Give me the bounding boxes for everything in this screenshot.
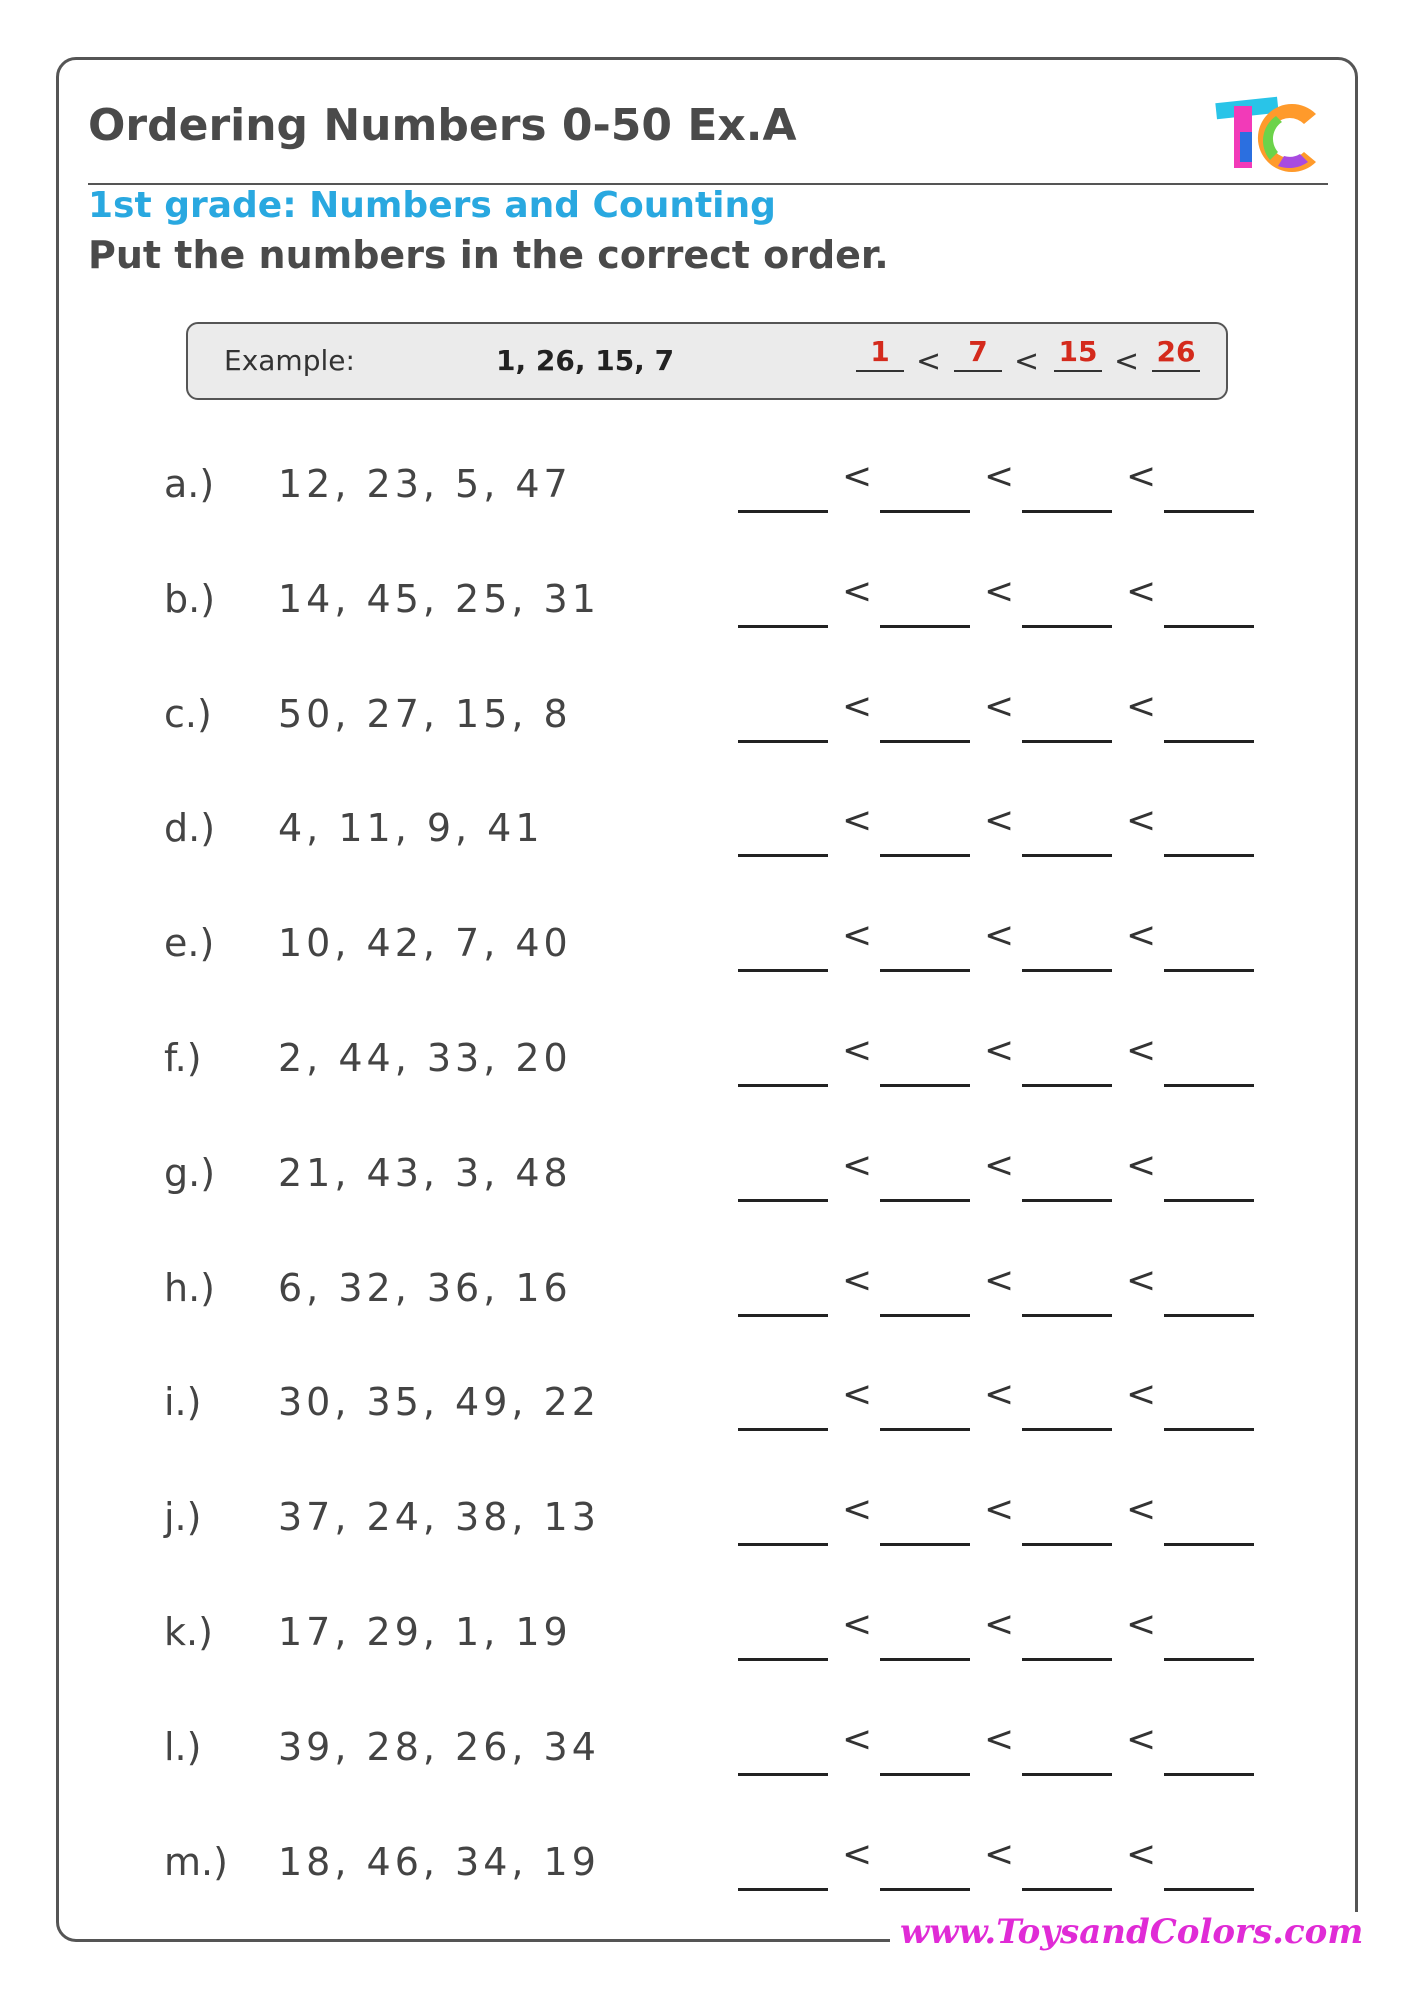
instruction-text: Put the numbers in the correct order. [88, 233, 889, 277]
problem-numbers: 18, 46, 34, 19 [278, 1839, 600, 1884]
example-box [186, 322, 1228, 400]
less-than-symbol: < [984, 1604, 1015, 1645]
answer-blank[interactable] [1022, 854, 1112, 857]
problem-row [0, 456, 1414, 522]
problem-row [0, 685, 1414, 752]
less-than-symbol: < [842, 1144, 873, 1186]
less-than-symbol: < [1126, 1030, 1157, 1071]
problem-label: j.) [164, 1495, 202, 1540]
less-than-symbol: < [842, 915, 873, 957]
problem-label: d.) [164, 806, 216, 851]
problem-numbers: 50, 27, 15, 8 [278, 691, 572, 736]
page-title: Ordering Numbers 0-50 Ex.A [88, 100, 797, 151]
answer-blank[interactable] [880, 1888, 970, 1891]
less-than-symbol: < [1126, 915, 1157, 957]
less-than-symbol: < [984, 570, 1015, 612]
less-than-symbol: < [1126, 685, 1157, 727]
less-than-symbol: < [984, 456, 1015, 497]
answer-blank[interactable] [1164, 1658, 1254, 1661]
less-than-symbol: < [842, 1030, 873, 1071]
answer-blank[interactable] [738, 510, 828, 513]
answer-blank[interactable] [738, 1888, 828, 1891]
answer-blank[interactable] [1164, 1888, 1254, 1891]
example-numbers: 1, 26, 15, 7 [496, 344, 675, 377]
answer-blank[interactable] [1164, 854, 1254, 857]
answer-blank[interactable] [1164, 1773, 1254, 1776]
answer-blank[interactable] [738, 740, 828, 743]
answer-blank[interactable] [1022, 1314, 1112, 1317]
answer-blank[interactable] [1022, 1773, 1112, 1776]
answer-blank[interactable] [1022, 1543, 1112, 1546]
less-than-symbol: < [984, 685, 1015, 727]
example-answer: 26 [1152, 338, 1200, 372]
less-than-symbol: < [984, 1489, 1015, 1531]
less-than-symbol: < [984, 1030, 1015, 1071]
problem-row [0, 800, 1414, 866]
less-than-symbol: < [842, 1604, 873, 1645]
problem-label: e.) [164, 921, 215, 966]
less-than-symbol: < [984, 1833, 1015, 1875]
example-label: Example: [224, 344, 355, 377]
problem-label: a.) [164, 462, 215, 506]
answer-blank[interactable] [738, 1773, 828, 1776]
problem-numbers: 12, 23, 5, 47 [278, 462, 572, 506]
answer-blank[interactable] [880, 969, 970, 972]
problem-row [0, 1718, 1414, 1785]
less-than-symbol: < [842, 1259, 873, 1301]
less-than-symbol: < [984, 1374, 1015, 1416]
problem-numbers: 17, 29, 1, 19 [278, 1610, 572, 1654]
problem-row [0, 1374, 1414, 1440]
less-than-symbol: < [842, 1718, 873, 1760]
answer-blank[interactable] [880, 1543, 970, 1546]
less-than-symbol: < [1126, 456, 1157, 497]
less-than-symbol: < [984, 915, 1015, 957]
problem-numbers: 14, 45, 25, 31 [278, 576, 600, 621]
answer-blank[interactable] [880, 1314, 970, 1317]
answer-blank[interactable] [1164, 625, 1254, 628]
answer-blank[interactable] [1022, 1084, 1112, 1087]
answer-blank[interactable] [880, 1199, 970, 1202]
answer-blank[interactable] [738, 1543, 828, 1546]
problem-numbers: 39, 28, 26, 34 [278, 1724, 600, 1769]
answer-blank[interactable] [880, 1428, 970, 1431]
less-than-symbol: < [1126, 1718, 1157, 1760]
problem-label: m.) [164, 1839, 228, 1884]
problem-numbers: 6, 32, 36, 16 [278, 1265, 572, 1310]
website-footer: www.ToysandColors.com [890, 1912, 1373, 1952]
less-than-symbol: < [984, 800, 1015, 842]
problem-label: g.) [164, 1150, 216, 1195]
less-than-symbol: < [1126, 1259, 1157, 1301]
answer-blank[interactable] [1164, 1084, 1254, 1087]
less-than-symbol: < [916, 344, 942, 379]
answer-blank[interactable] [1164, 1543, 1254, 1546]
less-than-symbol: < [1126, 1604, 1157, 1645]
tc-logo-icon [1212, 92, 1322, 178]
less-than-symbol: < [842, 685, 873, 727]
problem-row [0, 570, 1414, 637]
problem-numbers: 21, 43, 3, 48 [278, 1150, 572, 1195]
problem-row [0, 915, 1414, 981]
problem-row [0, 1030, 1414, 1096]
answer-blank[interactable] [738, 1199, 828, 1202]
answer-blank[interactable] [1022, 740, 1112, 743]
answer-blank[interactable] [738, 1084, 828, 1087]
problem-label: f.) [164, 1036, 202, 1080]
example-answer: 7 [954, 338, 1002, 372]
answer-blank[interactable] [1022, 969, 1112, 972]
problem-numbers: 10, 42, 7, 40 [278, 921, 572, 966]
less-than-symbol: < [842, 1833, 873, 1875]
less-than-symbol: < [1126, 1833, 1157, 1875]
less-than-symbol: < [984, 1144, 1015, 1186]
less-than-symbol: < [1126, 570, 1157, 612]
answer-blank[interactable] [738, 969, 828, 972]
less-than-symbol: < [842, 570, 873, 612]
answer-blank[interactable] [1022, 1888, 1112, 1891]
answer-blank[interactable] [1022, 1428, 1112, 1431]
answer-blank[interactable] [880, 625, 970, 628]
problem-row [0, 1833, 1414, 1900]
answer-blank[interactable] [1164, 510, 1254, 513]
answer-blank[interactable] [880, 740, 970, 743]
answer-blank[interactable] [1164, 1314, 1254, 1317]
less-than-symbol: < [842, 1489, 873, 1531]
answer-blank[interactable] [1164, 740, 1254, 743]
less-than-symbol: < [842, 1374, 873, 1416]
problem-numbers: 30, 35, 49, 22 [278, 1380, 600, 1425]
answer-blank[interactable] [1022, 625, 1112, 628]
example-answer: 1 [856, 338, 904, 372]
less-than-symbol: < [984, 1718, 1015, 1760]
problem-numbers: 37, 24, 38, 13 [278, 1495, 600, 1540]
problem-label: k.) [164, 1610, 213, 1654]
problem-label: h.) [164, 1265, 215, 1310]
problem-label: c.) [164, 691, 212, 736]
answer-blank[interactable] [1022, 1199, 1112, 1202]
less-than-symbol: < [1126, 1374, 1157, 1416]
answer-blank[interactable] [880, 854, 970, 857]
problem-row [0, 1604, 1414, 1670]
answer-blank[interactable] [1164, 969, 1254, 972]
problem-label: i.) [164, 1380, 202, 1425]
answer-blank[interactable] [738, 1658, 828, 1661]
answer-blank[interactable] [880, 1773, 970, 1776]
less-than-symbol: < [1126, 1489, 1157, 1531]
answer-blank[interactable] [738, 1314, 828, 1317]
answer-blank[interactable] [1022, 1658, 1112, 1661]
problem-row [0, 1259, 1414, 1326]
answer-blank[interactable] [1164, 1428, 1254, 1431]
problem-row [0, 1489, 1414, 1555]
answer-blank[interactable] [880, 1084, 970, 1087]
problem-label: l.) [164, 1724, 202, 1769]
less-than-symbol: < [984, 1259, 1015, 1301]
answer-blank[interactable] [1164, 1199, 1254, 1202]
less-than-symbol: < [842, 800, 873, 842]
answer-blank[interactable] [738, 854, 828, 857]
less-than-symbol: < [1126, 800, 1157, 842]
less-than-symbol: < [842, 456, 873, 497]
answer-blank[interactable] [1022, 510, 1112, 513]
subtitle: 1st grade: Numbers and Counting [88, 185, 776, 226]
problem-row [0, 1144, 1414, 1211]
problem-numbers: 4, 11, 9, 41 [278, 806, 544, 851]
answer-blank[interactable] [880, 510, 970, 513]
less-than-symbol: < [1114, 344, 1140, 379]
problem-label: b.) [164, 576, 216, 621]
less-than-symbol: < [1126, 1144, 1157, 1186]
problem-numbers: 2, 44, 33, 20 [278, 1036, 572, 1080]
less-than-symbol: < [1014, 344, 1040, 379]
answer-blank[interactable] [738, 625, 828, 628]
answer-blank[interactable] [738, 1428, 828, 1431]
example-answer: 15 [1054, 338, 1102, 372]
answer-blank[interactable] [880, 1658, 970, 1661]
